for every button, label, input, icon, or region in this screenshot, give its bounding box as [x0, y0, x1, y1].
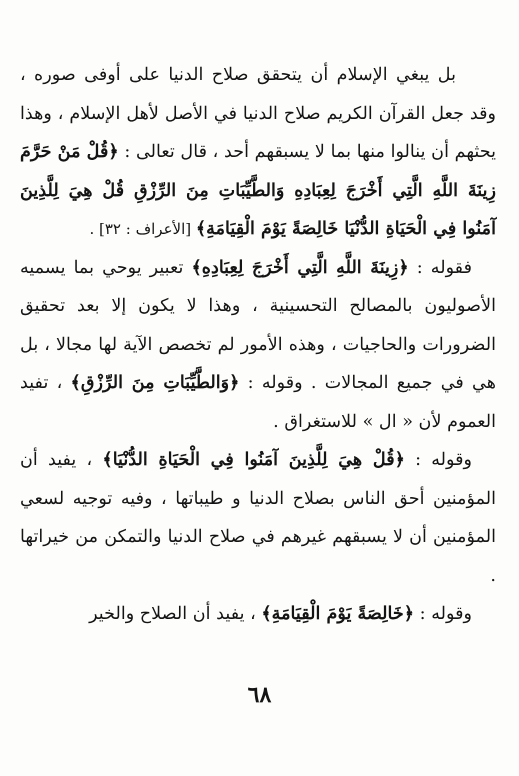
quran-verse: ﴿وَالطَّيِّبَاتِ مِنَ الرِّزْقِ﴾ — [70, 372, 240, 393]
text-segment: فقوله : — [408, 257, 472, 278]
page-number: ٦٨ — [247, 682, 272, 708]
paragraph-2 — [20, 249, 496, 442]
text-segment: ، يفيد أن الصلاح والخير — [89, 604, 262, 624]
quran-verse: ﴿زِينَةَ اللَّهِ الَّتِي أَخْرَجَ لِعِبَادِهِ﴾ — [191, 256, 409, 278]
paragraph-3 — [20, 441, 496, 595]
text-segment: ، يفيد أن المؤمنين أحق الناس بصلاح الدنيا و طيباتها ، وفيه توجيه لسعي المؤمنين أن لا يسبقهم غيرهم في صلاح الدنيا والتمكن من خيراتها . — [20, 450, 496, 586]
paragraph-1 — [20, 56, 496, 249]
text-segment: وقوله : — [414, 604, 472, 624]
verse-reference: [الأعراف : ٣٢] . — [89, 220, 196, 238]
quran-verse: ﴿قُلْ هِيَ لِلَّذِينَ آمَنُوا فِي الْحَيَاةِ الدُّنْيَا﴾ — [102, 449, 405, 470]
quran-verse: ﴿قُلْ مَنْ حَرَّمَ زِينَةَ اللَّهِ الَّتِي أَخْرَجَ لِعِبَادِهِ وَالطَّيِّبَاتِ مِنَ الرِّزْقِ قُلْ هِيَ لِلَّذِينَ آمَنُوا فِي الْحَيَاةِ الدُّنْيَا خَالِصَةً يَوْمَ الْقِيَامَةِ﴾ — [20, 141, 496, 239]
text-segment: تعبير يوحي بما يسميه الأصوليون بالمصالح التحسينية ، وهذا لا يكون إلا بعد تحقيق الضرورات والحاجيات ، وهذه الأمور لم تخصص الآية لها مجالا ، بل هي في جميع المجالات . وقوله : — [20, 257, 496, 393]
text-segment: ، تفيد العموم لأن « ال » للاستغراق . — [20, 373, 496, 432]
text-segment: وقوله : — [404, 450, 473, 470]
paragraph-4 — [20, 595, 496, 634]
text-segment: بل يبغي الإسلام أن يتحقق صلاح الدنيا على أوفى صوره ، وقد جعل القرآن الكريم صلاح الدنيا في الأصل لأهل الإسلام ، وهذا يحثهم أن ينالوا منها بما لا يسبقهم أحد ، قال تعالى : — [20, 65, 496, 162]
quran-verse: ﴿خَالِصَةً يَوْمَ الْقِيَامَةِ﴾ — [261, 603, 415, 624]
body-text — [20, 56, 496, 634]
